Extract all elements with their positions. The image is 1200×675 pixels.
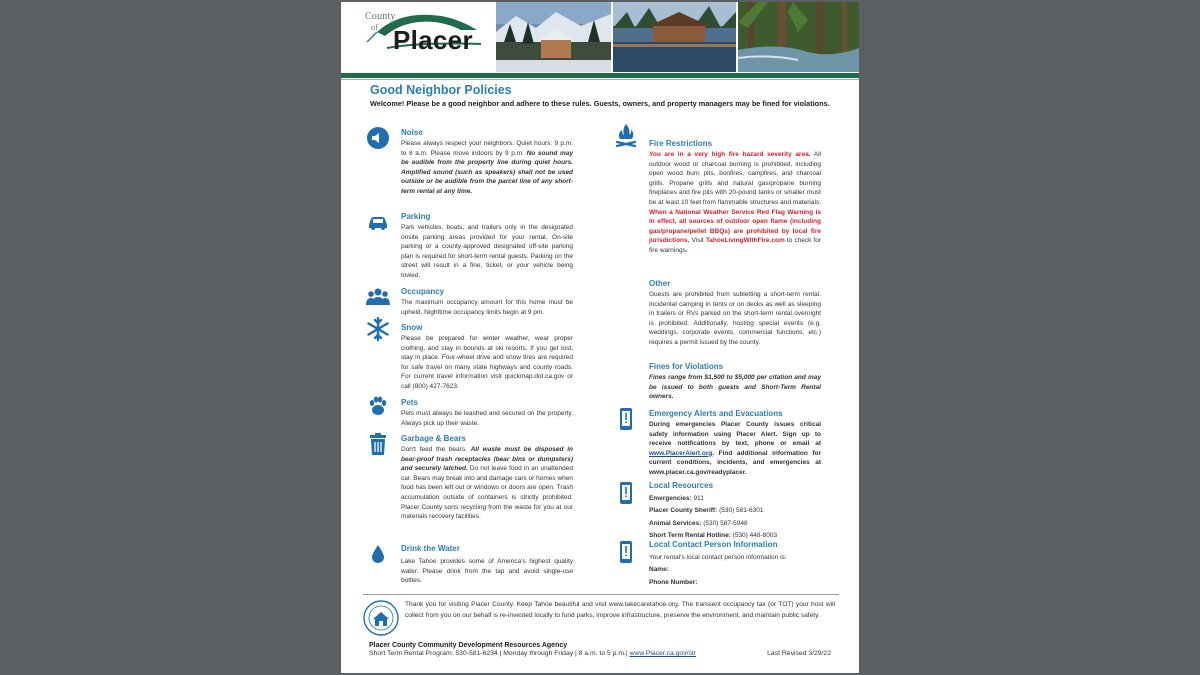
photo-lakeside-cabin — [613, 2, 736, 72]
footer-text: Thank you for visiting Placer County. Keep Tahoe beautiful and visit www.takecaretahoe.org. The transient occupancy tax (or TOT) your host will collect from you on our behalf is re-invested locally to fund parks, improve infrastructure, preserve the environment, and maintain public safety. — [405, 601, 835, 619]
garbage-heading: Garbage & Bears — [401, 434, 466, 443]
snow-heading: Snow — [401, 323, 423, 332]
county-logo — [341, 2, 496, 72]
water-drop-icon — [366, 542, 390, 566]
phone-alert-icon — [614, 407, 638, 431]
short-term-rental-seal-icon — [363, 600, 399, 636]
agency-name: Placer County Community Development Resources Agency — [369, 642, 568, 649]
paw-icon — [366, 394, 390, 418]
header-green-bar — [341, 73, 859, 78]
resource-line: Placer County Sheriff: (530) 581-6301 — [649, 507, 764, 515]
other-heading: Other — [649, 279, 671, 288]
water-text: Lake Tahoe provides some of America's highest quality water. Please drink from the tap and avoid single-use bottles. — [401, 558, 573, 585]
page-title: Good Neighbor Policies — [370, 83, 512, 97]
county-of-text: County of — [365, 11, 396, 32]
campfire-icon — [614, 123, 638, 147]
occupancy-heading: Occupancy — [401, 287, 445, 296]
header-photos — [496, 2, 859, 72]
resource-line: Short Term Rental Hotline: (530) 448-8003 — [649, 532, 778, 540]
placer-alert-link[interactable]: www.PlacerAlert.org — [649, 449, 713, 457]
header-banner — [341, 2, 859, 72]
contact-text: Your rental's local contact person information is: — [649, 554, 787, 561]
fines-text: Fines range from $1,500 to $5,000 per citation and may be issued to both guests and Short-Term Rental owners. — [649, 374, 821, 401]
contact-phone-label: Phone Number: — [649, 578, 698, 586]
occupancy-text: The maximum occupancy amount for this home must be upheld. Nighttime occupancy limits begin at 9 pm. — [401, 299, 573, 316]
document-page — [341, 2, 859, 673]
water-heading: Drink the Water — [401, 544, 460, 553]
fire-text: You are in a very high fire hazard severity area. All outdoor wood or charcoal burning is prohibited, including open wood burn pits, bonfires, campfires, and charcoal grills. Propane grills and natural gas/propane burning fireplaces and fire pits with 20-pound tanks or smaller must be at least 10 feet from flammable structures and materials. When a National Weather Service Red Flag Warning is in effect, all sources of outdoor open flame (including gas/propane/pellet BBQs) are prohibited by local fire jurisdictions. Visit TahoeLivingWithFire.com to check for fire warnings. — [649, 151, 822, 254]
fire-heading: Fire Restrictions — [649, 139, 713, 148]
resources-heading: Local Resources — [649, 481, 714, 490]
photo-forest-creek — [738, 2, 859, 72]
alerts-heading: Emergency Alerts and Evacuations — [649, 409, 783, 418]
fines-heading: Fines for Violations — [649, 362, 724, 371]
car-icon — [366, 210, 390, 234]
footer-divider — [363, 594, 839, 595]
placer-wordmark: Placer — [393, 25, 473, 55]
phone-alert-icon — [614, 540, 638, 564]
str-link[interactable]: www.Placer.ca.gov/str — [629, 650, 697, 657]
garbage-text: Don't feed the bears. All waste must be disposed in bear-proof trash receptacles (bear bins or dumpsters) and securely latched. Do not leave food in an unattended car. Bears may break into and damage cars or homes when food has been left out or windows or doors are open. Trash accumulation outside of containers is strictly prohibited. Placer County sorts recycling from the waste for you at our materials recovery facilities. — [401, 446, 574, 521]
noise-text: Please always respect your neighbors. Quiet hours: 9 p.m. to 8 a.m. Please move indoors by 9 p.m. No sound may be audible from the property line during quiet hours. Amplified sound (such as speakers) shall not be used outside or be audible from the parcel line of any short-term rental at any time. — [401, 140, 573, 195]
pets-heading: Pets — [401, 398, 418, 407]
people-icon — [366, 285, 390, 309]
snowflake-icon — [366, 317, 390, 341]
phone-alert-icon — [614, 481, 638, 505]
parking-text: Park vehicles, boats, and trailers only in the designated onsite parking areas provided for your rental. On-site parking or a county-approved designated off-site parking plan is required for short-term rental guests. Parking on the street will result in a fine, ticket, or your vehicle being towed. — [401, 224, 573, 279]
fire-link[interactable]: TahoeLivingWithFire.com — [705, 237, 785, 245]
contact-name-label: Name: — [649, 566, 669, 574]
photo-winter-village — [496, 2, 611, 72]
contact-body — [649, 552, 821, 589]
speaker-icon — [366, 126, 390, 150]
resource-line: Emergencies: 911 — [649, 495, 704, 502]
contact-heading: Local Contact Person Information — [649, 540, 778, 549]
pets-text: Pets must always be leashed and secured on the property. Always pick up their waste. — [401, 410, 573, 427]
parking-heading: Parking — [401, 212, 431, 221]
other-text: Guests are prohibited from subletting a short-term rental. Incidental camping in tents or on decks as well as sleeping in trailers or RVs parked on the short-term rental overnight is prohibited. Additionally, hosting special events (e.g. weddings, corporate events, commercial functions, etc.) requires a permit issued by the county. — [649, 291, 821, 346]
program-info: Short Term Rental Program: 530-581-6234 | Monday through Friday | 8 a.m. to 5 p.m.| www.Placer.ca.gov/str — [369, 650, 697, 657]
trash-icon — [366, 432, 390, 456]
snow-text: Please be prepared for winter weather, wear proper clothing, and stay in bounds at ski resorts. If you get lost, stay in place. Four-wheel drive and snow tires are required for safe travel on many state highways and county roads. For current travel information visit quickmap.dot.ca.gov or call (800) 427-7623. — [401, 335, 573, 390]
header-thin-bar — [341, 79, 859, 80]
resource-line: Animal Services: (530) 587-5948 — [649, 519, 748, 527]
noise-heading: Noise — [401, 128, 423, 137]
resources-list — [649, 493, 821, 543]
alerts-text: During emergencies Placer County issues critical safety information using Placer Alert. Sign up to receive notifications by text, phone or email at www.PlacerAlert.org. Find additional information for current conditions, incidents, and emergencies at www.placer.ca.gov/readyplacer. — [649, 421, 821, 476]
welcome-text: Welcome! Please be a good neighbor and adhere to these rules. Guests, owners, and property managers may be fined for violations. — [370, 99, 830, 108]
last-revised: Last Revised 3/29/22 — [767, 650, 831, 657]
